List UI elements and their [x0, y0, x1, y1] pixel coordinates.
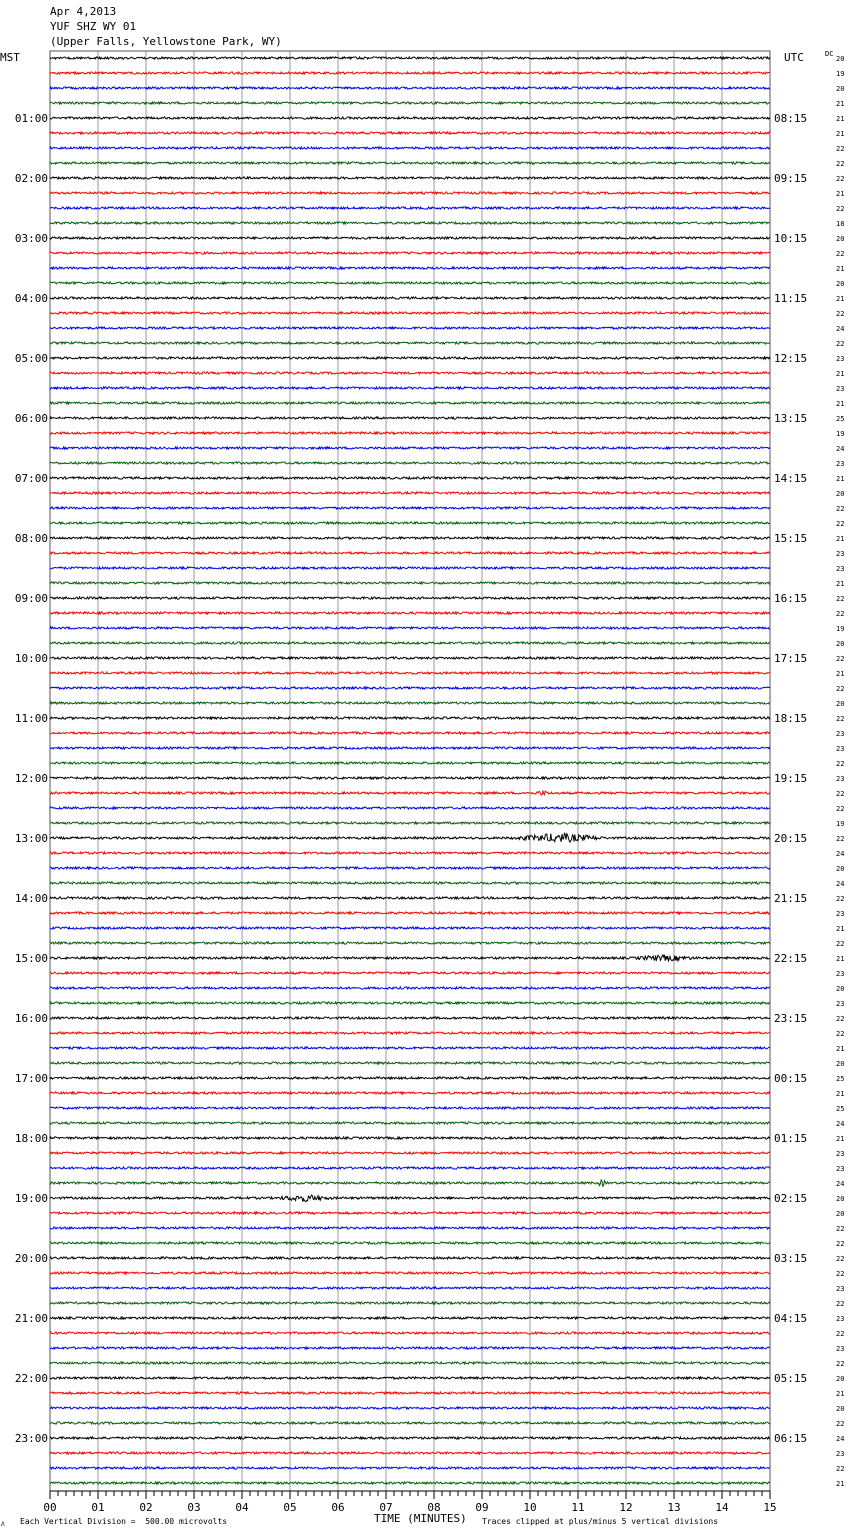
dc-value: 22: [836, 160, 845, 168]
dc-value: 21: [836, 130, 845, 138]
trace-row-49: [50, 791, 770, 796]
seismic-traces: [50, 57, 770, 1484]
dc-value: 22: [836, 505, 845, 513]
dc-value: 20: [836, 865, 845, 873]
dc-value: 22: [836, 250, 845, 258]
trace-row-88: [50, 1377, 770, 1379]
right-hour-label: 11:15: [774, 292, 808, 305]
trace-row-80: [50, 1257, 770, 1259]
corner-mark: Λ: [1, 1521, 5, 1528]
trace-row-94: [50, 1467, 770, 1469]
dc-value: 23: [836, 775, 845, 783]
dc-value: 20: [836, 490, 845, 498]
dc-value: 23: [836, 1315, 845, 1323]
right-hour-label: 13:15: [774, 412, 808, 425]
dc-value: 23: [836, 1285, 845, 1293]
trace-row-63: [50, 1002, 770, 1004]
dc-value: 20: [836, 85, 845, 93]
trace-row-50: [50, 807, 770, 809]
trace-row-59: [50, 942, 770, 944]
x-tick-label: 13: [667, 1501, 681, 1514]
dc-value: 22: [836, 1420, 845, 1428]
trace-row-61: [50, 972, 770, 974]
dc-value: 22: [836, 310, 845, 318]
trace-row-38: [50, 627, 770, 629]
trace-row-92: [50, 1437, 770, 1439]
dc-value: 20: [836, 1375, 845, 1383]
dc-value: 20: [836, 985, 845, 993]
trace-row-47: [50, 762, 770, 764]
x-tick-label: 12: [619, 1501, 633, 1514]
left-timezone-label: MST: [0, 51, 20, 64]
dc-value: 25: [836, 1105, 845, 1113]
dc-value: 21: [836, 295, 845, 303]
trace-row-11: [50, 222, 770, 224]
dc-value: 24: [836, 445, 845, 453]
trace-row-58: [50, 927, 770, 929]
right-hour-label: 23:15: [774, 1012, 808, 1025]
trace-row-33: [50, 552, 770, 554]
plot-date: Apr 4,2013: [50, 5, 117, 18]
x-tick-label: 15: [763, 1501, 777, 1514]
dc-value: 22: [836, 610, 845, 618]
dc-value: 20: [836, 1405, 845, 1413]
left-hour-label: 12:00: [14, 772, 48, 785]
trace-row-41: [50, 672, 770, 674]
trace-row-87: [50, 1362, 770, 1364]
x-axis-title: TIME (MINUTES): [374, 1512, 467, 1525]
left-hour-label: 01:00: [14, 112, 48, 125]
dc-column-header: DC: [825, 50, 834, 58]
dc-value: 22: [836, 145, 845, 153]
x-tick-label: 07: [379, 1501, 393, 1514]
trace-row-48: [50, 777, 770, 779]
trace-row-74: [50, 1167, 770, 1169]
x-tick-label: 00: [43, 1501, 57, 1514]
dc-value: 21: [836, 1390, 845, 1398]
trace-row-68: [50, 1077, 770, 1079]
time-axis: [43, 1491, 776, 1514]
trace-row-77: [50, 1212, 770, 1214]
dc-value: 23: [836, 1450, 845, 1458]
trace-row-4: [50, 117, 770, 119]
scale-note: Each Vertical Division = 500.00 microvolts: [20, 1517, 228, 1526]
trace-row-28: [50, 477, 770, 479]
trace-row-27: [50, 462, 770, 464]
right-hour-label: 15:15: [774, 532, 808, 545]
dc-value: 22: [836, 1015, 845, 1023]
dc-value: 20: [836, 700, 845, 708]
left-hour-label: 14:00: [14, 892, 48, 905]
dc-value: 23: [836, 970, 845, 978]
trace-row-78: [50, 1227, 770, 1229]
dc-value: 22: [836, 340, 845, 348]
dc-value: 23: [836, 385, 845, 393]
dc-value: 21: [836, 925, 845, 933]
dc-value: 22: [836, 895, 845, 903]
dc-value: 20: [836, 1210, 845, 1218]
right-hour-label: 14:15: [774, 472, 808, 485]
right-hour-label: 10:15: [774, 232, 808, 245]
left-hour-label: 11:00: [14, 712, 48, 725]
left-hour-label: 13:00: [14, 832, 48, 845]
right-hour-label: 05:15: [774, 1372, 808, 1385]
dc-value: 24: [836, 1180, 845, 1188]
trace-row-86: [50, 1347, 770, 1349]
dc-value: 25: [836, 415, 845, 423]
trace-row-23: [50, 402, 770, 404]
dc-value: 22: [836, 1270, 845, 1278]
right-hour-label: 02:15: [774, 1192, 808, 1205]
dc-value: 22: [836, 715, 845, 723]
left-hour-label: 18:00: [14, 1132, 48, 1145]
trace-row-90: [50, 1407, 770, 1409]
trace-row-93: [50, 1452, 770, 1454]
dc-value: 22: [836, 205, 845, 213]
trace-row-53: [50, 852, 770, 854]
trace-row-44: [50, 717, 770, 719]
trace-row-73: [50, 1152, 770, 1154]
left-hour-label: 09:00: [14, 592, 48, 605]
dc-value: 22: [836, 595, 845, 603]
right-hour-label: 17:15: [774, 652, 808, 665]
dc-value: 21: [836, 400, 845, 408]
dc-value: 19: [836, 625, 845, 633]
right-timezone-label: UTC: [784, 51, 804, 64]
trace-row-12: [50, 237, 770, 239]
trace-row-45: [50, 732, 770, 734]
right-hour-label: 16:15: [774, 592, 808, 605]
dc-value: 22: [836, 805, 845, 813]
dc-value: 24: [836, 850, 845, 858]
dc-value: 22: [836, 1030, 845, 1038]
dc-value: 23: [836, 550, 845, 558]
trace-row-3: [50, 102, 770, 104]
dc-value: 18: [836, 220, 845, 228]
right-hour-label: 00:15: [774, 1072, 808, 1085]
left-hour-label: 21:00: [14, 1312, 48, 1325]
right-hour-label: 06:15: [774, 1432, 808, 1445]
dc-value: 21: [836, 670, 845, 678]
right-hour-label: 04:15: [774, 1312, 808, 1325]
left-hour-label: 07:00: [14, 472, 48, 485]
trace-row-37: [50, 612, 770, 614]
trace-row-7: [50, 162, 770, 164]
trace-row-81: [50, 1272, 770, 1274]
dc-value: 21: [836, 265, 845, 273]
dc-value: 21: [836, 955, 845, 963]
x-tick-label: 14: [715, 1501, 729, 1514]
dc-value: 22: [836, 760, 845, 768]
trace-row-13: [50, 252, 770, 254]
trace-row-55: [50, 882, 770, 884]
trace-row-9: [50, 192, 770, 194]
dc-value: 22: [836, 520, 845, 528]
dc-value: 23: [836, 1000, 845, 1008]
left-hour-label: 03:00: [14, 232, 48, 245]
dc-value: 19: [836, 430, 845, 438]
trace-row-22: [50, 387, 770, 389]
station-location: (Upper Falls, Yellowstone Park, WY): [50, 35, 282, 48]
dc-value: 23: [836, 730, 845, 738]
dc-value: 21: [836, 1045, 845, 1053]
trace-row-35: [50, 582, 770, 584]
trace-row-26: [50, 447, 770, 449]
trace-row-69: [50, 1092, 770, 1094]
trace-row-66: [50, 1047, 770, 1049]
trace-row-2: [50, 87, 770, 89]
right-hour-label: 21:15: [774, 892, 808, 905]
left-hour-label: 06:00: [14, 412, 48, 425]
right-hour-label: 19:15: [774, 772, 808, 785]
trace-row-10: [50, 207, 770, 209]
trace-row-25: [50, 432, 770, 434]
dc-value: 22: [836, 1360, 845, 1368]
dc-value: 21: [836, 370, 845, 378]
trace-row-56: [50, 897, 770, 899]
dc-value: 22: [836, 940, 845, 948]
dc-value: 23: [836, 745, 845, 753]
x-tick-label: 10: [523, 1501, 537, 1514]
right-hour-label: 09:15: [774, 172, 808, 185]
dc-value: 23: [836, 910, 845, 918]
trace-row-20: [50, 357, 770, 359]
left-hour-label: 22:00: [14, 1372, 48, 1385]
trace-row-29: [50, 492, 770, 494]
trace-row-14: [50, 267, 770, 269]
right-hour-label: 22:15: [774, 952, 808, 965]
trace-row-70: [50, 1107, 770, 1109]
dc-value: 20: [836, 55, 845, 63]
trace-row-42: [50, 687, 770, 689]
trace-row-8: [50, 177, 770, 179]
dc-value: 21: [836, 1090, 845, 1098]
trace-row-43: [50, 702, 770, 704]
left-hour-label: 23:00: [14, 1432, 48, 1445]
dc-value: 22: [836, 835, 845, 843]
trace-row-71: [50, 1122, 770, 1124]
trace-row-60: [50, 955, 770, 961]
dc-value: 21: [836, 100, 845, 108]
x-tick-label: 09: [475, 1501, 489, 1514]
x-tick-label: 01: [91, 1501, 105, 1514]
trace-row-39: [50, 642, 770, 644]
dc-value: 22: [836, 655, 845, 663]
trace-row-85: [50, 1332, 770, 1334]
trace-row-19: [50, 342, 770, 344]
trace-row-15: [50, 282, 770, 284]
trace-row-30: [50, 507, 770, 509]
dc-value: 21: [836, 190, 845, 198]
dc-value: 20: [836, 1060, 845, 1068]
dc-value: 25: [836, 1075, 845, 1083]
dc-value: 21: [836, 580, 845, 588]
trace-row-76: [50, 1195, 770, 1201]
trace-row-0: [50, 57, 770, 59]
dc-value: 20: [836, 280, 845, 288]
right-hour-label: 08:15: [774, 112, 808, 125]
trace-row-75: [50, 1180, 770, 1186]
trace-row-62: [50, 987, 770, 989]
dc-value: 21: [836, 1480, 845, 1488]
trace-row-46: [50, 747, 770, 749]
dc-value: 20: [836, 1195, 845, 1203]
trace-row-64: [50, 1017, 770, 1019]
dc-value: 22: [836, 175, 845, 183]
trace-row-79: [50, 1242, 770, 1244]
dc-value: 22: [836, 685, 845, 693]
left-hour-label: 19:00: [14, 1192, 48, 1205]
dc-value: 22: [836, 1255, 845, 1263]
trace-row-21: [50, 372, 770, 374]
left-hour-label: 20:00: [14, 1252, 48, 1265]
dc-value: 23: [836, 565, 845, 573]
trace-row-31: [50, 522, 770, 524]
left-hour-label: 08:00: [14, 532, 48, 545]
trace-row-82: [50, 1287, 770, 1289]
x-tick-label: 04: [235, 1501, 249, 1514]
dc-value: 23: [836, 355, 845, 363]
dc-value: 22: [836, 1465, 845, 1473]
dc-value: 22: [836, 1300, 845, 1308]
dc-value: 21: [836, 535, 845, 543]
station-code: YUF SHZ WY 01: [50, 20, 137, 33]
dc-value: 24: [836, 880, 845, 888]
x-tick-label: 08: [427, 1501, 441, 1514]
left-hour-label: 05:00: [14, 352, 48, 365]
trace-row-36: [50, 597, 770, 599]
dc-value: 24: [836, 1435, 845, 1443]
dc-value: 20: [836, 640, 845, 648]
dc-value: 20: [836, 235, 845, 243]
trace-row-67: [50, 1062, 770, 1064]
trace-row-57: [50, 912, 770, 914]
trace-row-84: [50, 1317, 770, 1319]
left-hour-label: 02:00: [14, 172, 48, 185]
dc-value: 23: [836, 1165, 845, 1173]
dc-value: 19: [836, 70, 845, 78]
trace-row-52: [50, 833, 770, 842]
left-hour-label: 15:00: [14, 952, 48, 965]
dc-value: 21: [836, 1135, 845, 1143]
trace-row-34: [50, 567, 770, 569]
x-tick-label: 05: [283, 1501, 297, 1514]
right-hour-label: 01:15: [774, 1132, 808, 1145]
left-hour-label: 04:00: [14, 292, 48, 305]
dc-value: 21: [836, 115, 845, 123]
trace-row-83: [50, 1302, 770, 1304]
x-tick-label: 02: [139, 1501, 153, 1514]
trace-row-54: [50, 867, 770, 869]
trace-row-72: [50, 1137, 770, 1139]
dc-value: 21: [836, 475, 845, 483]
trace-row-6: [50, 147, 770, 149]
x-tick-label: 11: [571, 1501, 585, 1514]
trace-row-51: [50, 822, 770, 824]
x-tick-label: 06: [331, 1501, 345, 1514]
right-hour-label: 12:15: [774, 352, 808, 365]
dc-value: 22: [836, 1225, 845, 1233]
trace-row-91: [50, 1422, 770, 1424]
x-tick-label: 03: [187, 1501, 201, 1514]
trace-row-65: [50, 1032, 770, 1034]
right-hour-label: 18:15: [774, 712, 808, 725]
dc-value: 22: [836, 1330, 845, 1338]
dc-value: 23: [836, 1150, 845, 1158]
right-hour-label: 20:15: [774, 832, 808, 845]
dc-value: 19: [836, 820, 845, 828]
dc-value: 24: [836, 1120, 845, 1128]
trace-row-5: [50, 132, 770, 134]
dc-value: 23: [836, 460, 845, 468]
trace-row-24: [50, 417, 770, 419]
trace-row-89: [50, 1392, 770, 1394]
trace-row-95: [50, 1482, 770, 1484]
right-hour-label: 03:15: [774, 1252, 808, 1265]
trace-row-1: [50, 72, 770, 74]
left-hour-label: 10:00: [14, 652, 48, 665]
trace-row-40: [50, 657, 770, 659]
left-hour-label: 17:00: [14, 1072, 48, 1085]
dc-value: 22: [836, 790, 845, 798]
clip-note: Traces clipped at plus/minus 5 vertical divisions: [482, 1517, 719, 1526]
dc-value: 24: [836, 325, 845, 333]
dc-value: 23: [836, 1345, 845, 1353]
left-hour-label: 16:00: [14, 1012, 48, 1025]
dc-value: 22: [836, 1240, 845, 1248]
trace-row-18: [50, 327, 770, 329]
trace-row-16: [50, 297, 770, 299]
trace-row-17: [50, 312, 770, 314]
trace-row-32: [50, 537, 770, 539]
